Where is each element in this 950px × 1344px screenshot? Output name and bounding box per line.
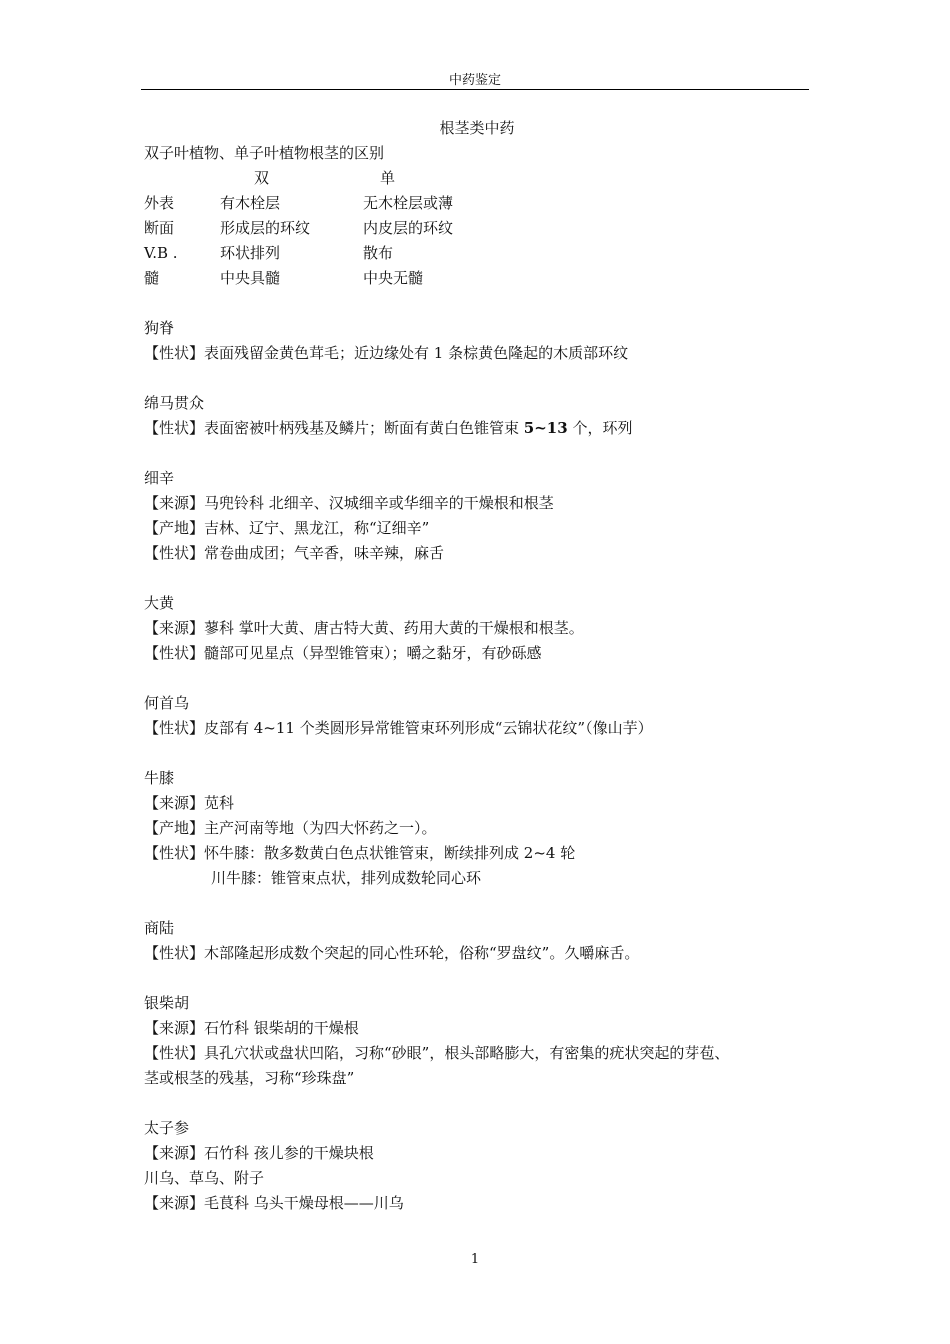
page-header: 中药鉴定: [448, 73, 501, 88]
compare-row-label: V.B .: [144, 244, 178, 262]
document-body: [144, 116, 810, 1216]
herb-name-shanglu: 商陆: [144, 919, 175, 937]
compare-row-b: 无木栓层或薄: [363, 194, 454, 212]
text-run: 【性状】表面密被叶柄残基及鳞片；断面有黄白色锥管束: [144, 419, 524, 437]
compare-intro: 双子叶植物、单子叶植物根茎的区别: [144, 144, 385, 162]
herb-xingzhuang: 【性状】髓部可见星点（异型锥管束）；嚼之黏牙，有砂砾感: [144, 644, 542, 662]
compare-col-a: 双: [254, 169, 270, 187]
herb-name-heshouwu: 何首乌: [144, 694, 190, 712]
header-rule: [141, 89, 809, 90]
herb-laiyuan: 【来源】毛茛科 乌头干燥母根——川乌: [144, 1194, 404, 1212]
document-title: 根茎类中药: [439, 119, 515, 137]
herb-laiyuan: 【来源】马兜铃科 北细辛、汉城细辛或华细辛的干燥根和根茎: [144, 494, 554, 512]
herb-name-xixin: 细辛: [144, 469, 175, 487]
herb-laiyuan: 【来源】石竹科 银柴胡的干燥根: [144, 1019, 359, 1037]
compare-header-row: [144, 166, 810, 191]
compare-row-a: 环状排列: [220, 244, 281, 262]
herb-xingzhuang-cont: 川牛膝：锥管束点状，排列成数轮同心环: [211, 869, 482, 887]
compare-row-b: 散布: [363, 244, 394, 262]
compare-row-a: 中央具髓: [220, 269, 281, 287]
bold-count: 5~13: [523, 419, 568, 437]
herb-xingzhuang: 【性状】皮部有 4~11 个类圆形异常锥管束环列形成“云锦状花纹”（像山芋）: [144, 719, 653, 737]
herb-xingzhuang-cont: 茎或根茎的残基，习称“珍珠盘”: [144, 1069, 355, 1087]
herb-name-gouji: 狗脊: [144, 319, 175, 337]
herb-xingzhuang: 【性状】木部隆起形成数个突起的同心性环轮，俗称“罗盘纹”。久嚼麻舌。: [144, 944, 640, 962]
herb-name-niuxi: 牛膝: [144, 769, 175, 787]
herb-chandi: 【产地】吉林、辽宁、黑龙江，称“辽细辛”: [144, 519, 430, 537]
compare-row: [144, 266, 810, 291]
herb-xingzhuang: 【性状】具孔穴状或盘状凹陷，习称“砂眼”，根头部略膨大，有密集的疣状突起的芽苞、: [144, 1044, 730, 1062]
compare-row-a: 形成层的环纹: [220, 219, 311, 237]
compare-row-label: 外表: [144, 194, 175, 212]
herb-name-chuanwu: 川乌、草乌、附子: [144, 1169, 265, 1187]
compare-row-a: 有木栓层: [220, 194, 281, 212]
herb-name-mianma: 绵马贯众: [144, 394, 205, 412]
herb-xingzhuang: 【性状】表面残留金黄色茸毛；近边缘处有 1 条棕黄色隆起的木质部环纹: [144, 344, 629, 362]
compare-col-b: 单: [380, 169, 396, 187]
herb-name-dahuang: 大黄: [144, 594, 175, 612]
herb-chandi: 【产地】主产河南等地（为四大怀药之一）。: [144, 819, 437, 837]
herb-name-yinchaihu: 银柴胡: [144, 994, 190, 1012]
herb-laiyuan: 【来源】苋科: [144, 794, 235, 812]
compare-row-b: 中央无髓: [363, 269, 424, 287]
herb-xingzhuang: [144, 416, 810, 441]
herb-name-taizishen: 太子参: [144, 1119, 190, 1137]
herb-laiyuan: 【来源】石竹科 孩儿参的干燥块根: [144, 1144, 374, 1162]
compare-row: [144, 241, 810, 266]
text-run: 个，环列: [567, 419, 633, 437]
herb-xingzhuang: 【性状】怀牛膝：散多数黄白色点状锥管束，断续排列成 2~4 轮: [144, 844, 576, 862]
herb-xingzhuang: 【性状】常卷曲成团；气辛香，味辛辣，麻舌: [144, 544, 445, 562]
compare-row: [144, 191, 810, 216]
page-number: 1: [470, 1252, 480, 1267]
compare-row-label: 断面: [144, 219, 175, 237]
herb-laiyuan: 【来源】蓼科 掌叶大黄、唐古特大黄、药用大黄的干燥根和根茎。: [144, 619, 584, 637]
compare-row: [144, 216, 810, 241]
compare-row-label: 髓: [144, 269, 160, 287]
compare-row-b: 内皮层的环纹: [363, 219, 454, 237]
